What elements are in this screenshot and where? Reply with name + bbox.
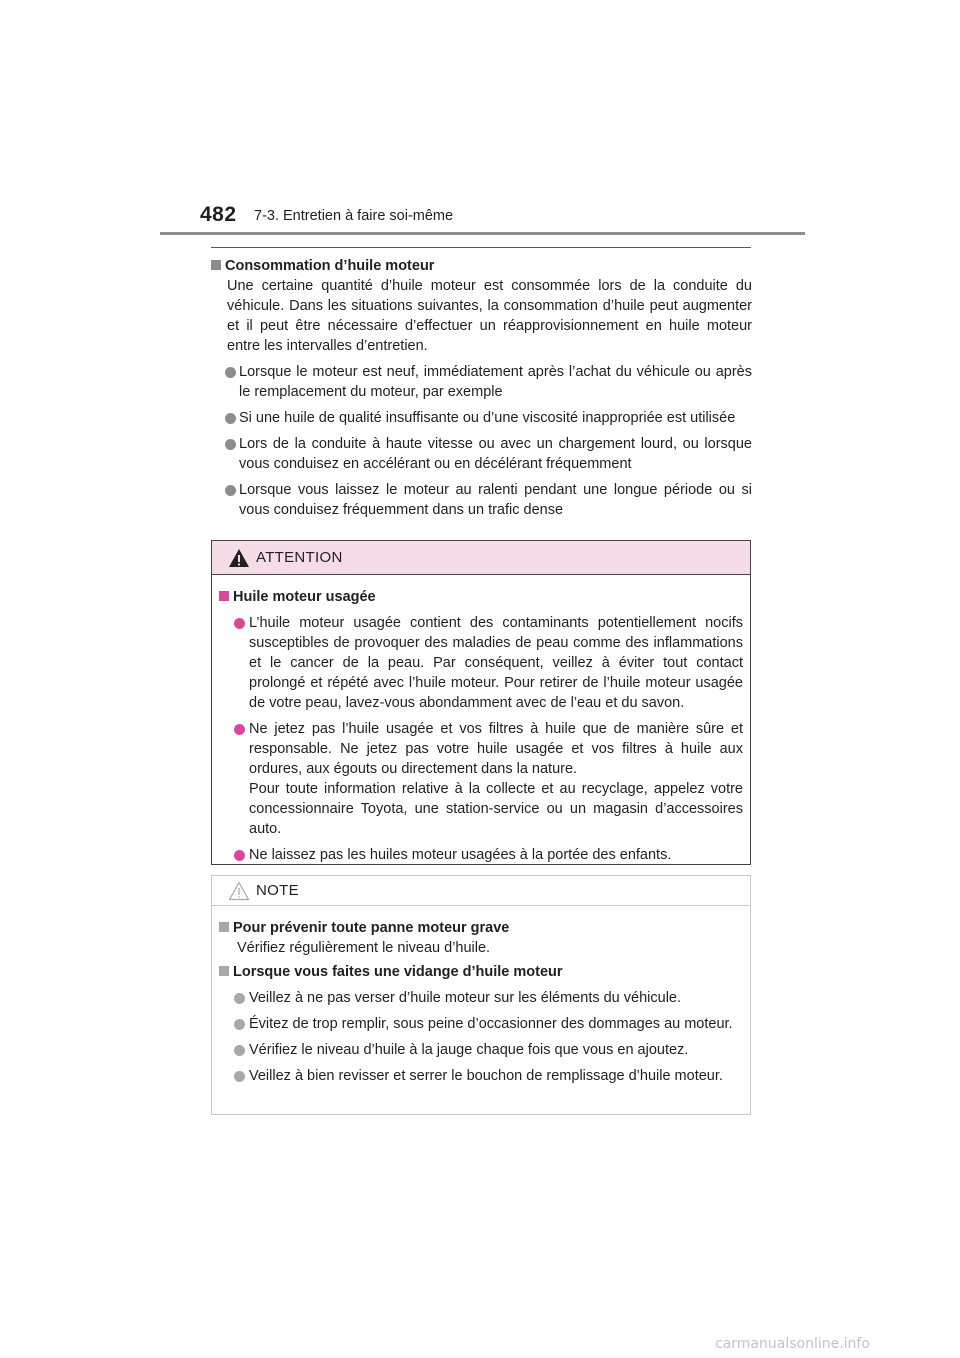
attention-bullet-list — [219, 613, 743, 865]
note-heading-text: Pour prévenir toute panne moteur grave — [233, 920, 510, 936]
bullet-dot-icon — [225, 485, 236, 496]
note-heading-1 — [219, 918, 743, 938]
list-item — [219, 845, 743, 865]
list-item-text: Lorsque vous laissez le moteur au ralenti pendant une longue période ou si vous conduisez fréquemment dans un trafic dense — [239, 482, 752, 518]
list-item-continuation: Pour toute information relative à la collecte et au recyclage, appelez votre concessionnaire Toyota, une station-service ou un magasin d’accessoires auto. — [249, 781, 743, 837]
intro-paragraph: Une certaine quantité d’huile moteur est consommée lors de la conduite du véhicule. Dans les situations suivantes, la consommation d’huile peut augmenter et il peut être nécessaire d’effectuer un réapprovisionnement en huile moteur entre les intervalles d’entretien. — [227, 278, 752, 354]
note-label: NOTE — [256, 882, 299, 899]
attention-heading-text: Huile moteur usagée — [233, 589, 376, 605]
bullet-dot-icon — [234, 1019, 245, 1030]
attention-header — [212, 541, 750, 575]
square-bullet-icon — [219, 966, 229, 976]
list-item — [219, 1066, 743, 1086]
intro-heading-text: Consommation d’huile moteur — [225, 258, 435, 274]
bullet-dot-icon — [225, 413, 236, 424]
list-item-text: Évitez de trop remplir, sous peine d’occasionner des dommages au moteur. — [249, 1016, 733, 1032]
note-heading-2 — [219, 962, 743, 982]
watermark: carmanualsonline.info — [715, 1336, 870, 1352]
list-item — [211, 434, 752, 474]
warning-triangle-icon — [228, 548, 250, 568]
intro-heading — [211, 256, 752, 276]
list-item-text: Lorsque le moteur est neuf, immédiatement après l’achat du véhicule ou après le remplacement du moteur, par exemple — [239, 364, 752, 400]
list-item — [211, 480, 752, 520]
intro-bullet-list — [211, 362, 752, 520]
list-item-text: Ne laissez pas les huiles moteur usagées à la portée des enfants. — [249, 847, 672, 863]
list-item-text: L’huile moteur usagée contient des contaminants potentiellement nocifs susceptibles de provoquer des maladies de peau comme des inflammations et le cancer de la peau. Par conséquent, veillez à éviter tout contact prolongé et répété avec l’huile moteur. Pour retirer de l’huile moteur usagée de votre peau, lavez-vous abondamment avec de l’eau et du savon. — [249, 615, 743, 711]
intro-section — [211, 256, 752, 520]
note-header — [212, 876, 750, 906]
list-item-text: Veillez à bien revisser et serrer le bouchon de remplissage d’huile moteur. — [249, 1068, 723, 1084]
list-item — [211, 408, 752, 428]
list-item-text: Ne jetez pas l’huile usagée et vos filtres à huile que de manière sûre et responsable. Ne jetez pas votre huile usagée et vos filtres à huile aux ordures, aux égouts ou directement dans la nature. — [249, 721, 743, 777]
note-body — [212, 906, 750, 1086]
bullet-dot-icon — [234, 1045, 245, 1056]
bullet-dot-icon — [234, 1071, 245, 1082]
square-bullet-icon — [219, 591, 229, 601]
caution-outline-triangle-icon — [228, 881, 250, 901]
list-item — [211, 362, 752, 402]
top-rule — [211, 247, 751, 248]
bullet-dot-icon — [234, 993, 245, 1004]
note-box — [211, 875, 751, 1115]
attention-body — [212, 575, 750, 865]
list-item-text: Vérifiez le niveau d’huile à la jauge chaque fois que vous en ajoutez. — [249, 1042, 689, 1058]
list-item — [219, 719, 743, 839]
bullet-dot-icon — [225, 439, 236, 450]
list-item — [219, 613, 743, 713]
section-title: 7-3. Entretien à faire soi-même — [254, 208, 454, 224]
list-item — [219, 1014, 743, 1034]
attention-heading — [219, 587, 743, 607]
square-bullet-icon — [219, 922, 229, 932]
note-bullet-list — [219, 988, 743, 1086]
bullet-dot-icon — [225, 367, 236, 378]
bullet-dot-icon — [234, 618, 245, 629]
bullet-dot-icon — [234, 724, 245, 735]
attention-box — [211, 540, 751, 865]
list-item-text: Si une huile de qualité insuffisante ou d’une viscosité inappropriée est utilisée — [239, 410, 736, 426]
attention-label: ATTENTION — [256, 549, 343, 566]
list-item-text: Veillez à ne pas verser d’huile moteur sur les éléments du véhicule. — [249, 990, 682, 1006]
note-paragraph: Vérifiez régulièrement le niveau d’huile. — [237, 940, 491, 956]
list-item — [219, 1040, 743, 1060]
page-number: 482 — [200, 203, 237, 226]
list-item-text: Lors de la conduite à haute vitesse ou avec un chargement lourd, ou lorsque vous conduisez en accélérant ou en décélérant fréquemment — [239, 436, 752, 472]
list-item — [219, 988, 743, 1008]
bullet-dot-icon — [234, 850, 245, 861]
header-rule — [160, 232, 805, 235]
square-bullet-icon — [211, 260, 221, 270]
note-heading-text: Lorsque vous faites une vidange d’huile moteur — [233, 964, 563, 980]
